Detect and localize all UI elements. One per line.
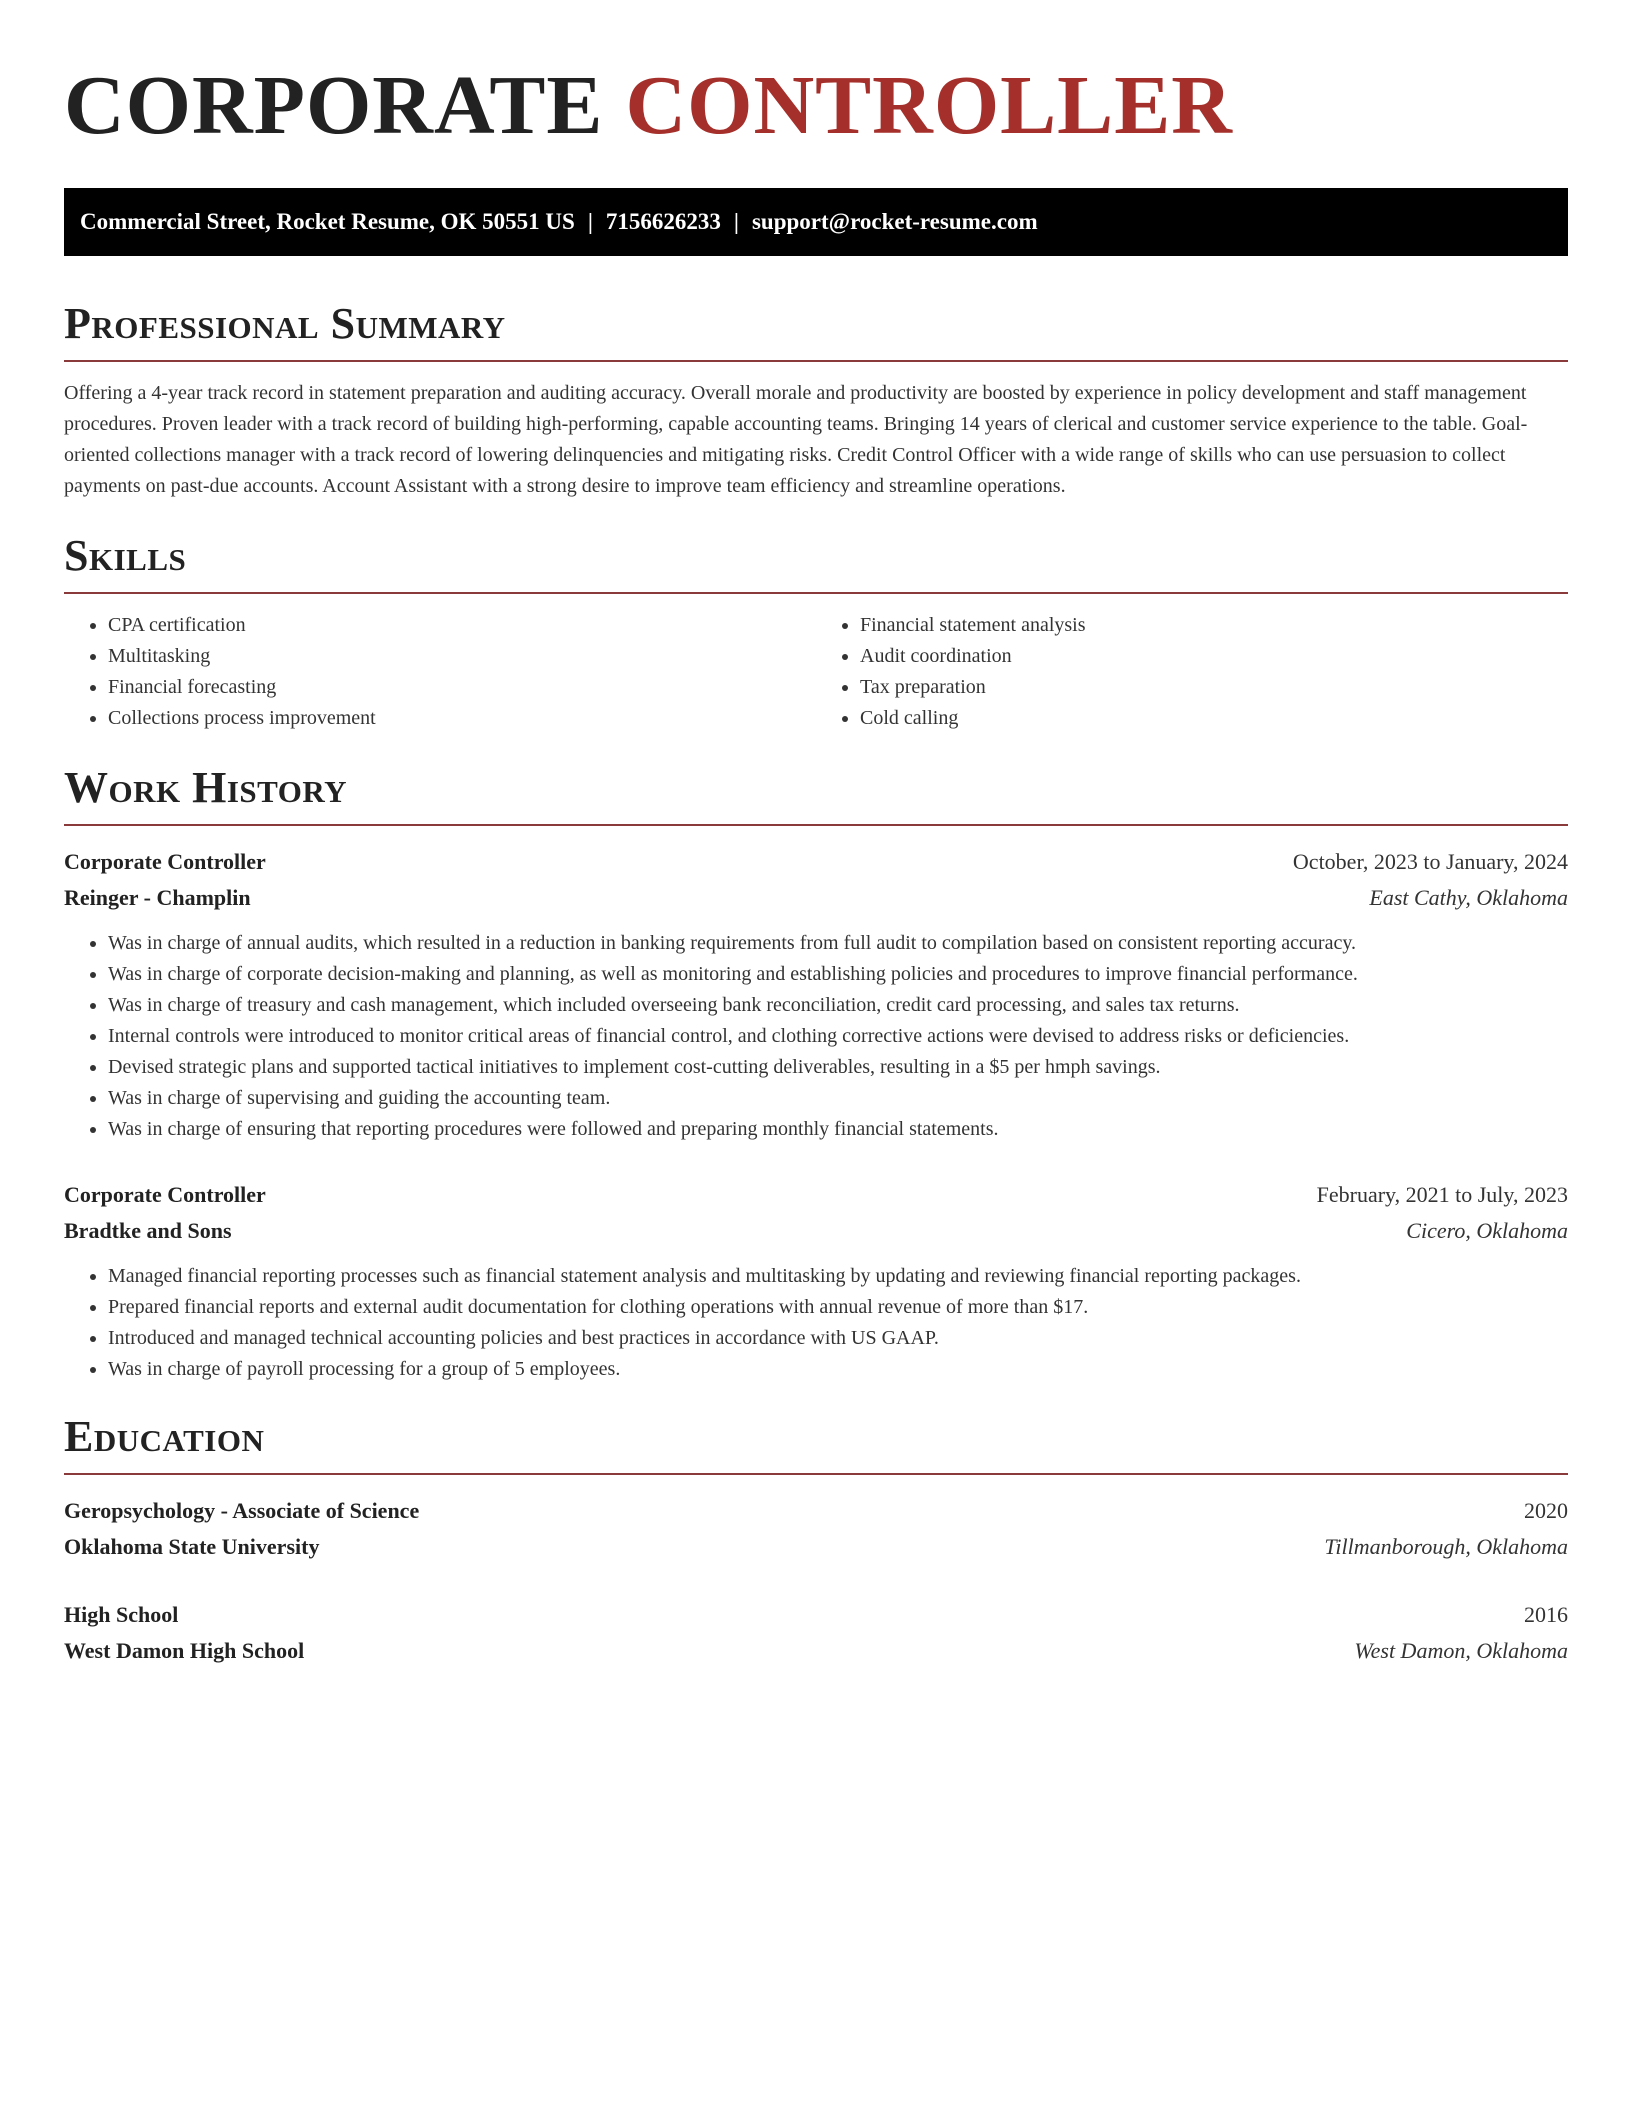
contact-separator: |	[587, 209, 593, 234]
job-bullet: • Managed financial reporting processes such as financial statement analysis and multitasking by updating and reviewing financial reporting packages.	[108, 1261, 1568, 1292]
education-location: West Damon, Oklahoma	[1354, 1638, 1568, 1663]
contact-address: Commercial Street, Rocket Resume, OK 50551 US	[80, 209, 575, 234]
job-company: Bradtke and Sons	[64, 1218, 232, 1243]
skill-item: • Collections process improvement	[108, 703, 816, 734]
job-entry	[64, 844, 1568, 1145]
job-bullet: • Introduced and managed technical accounting policies and best practices in accordance with US GAAP.	[108, 1323, 1568, 1354]
skills-column-right	[816, 610, 1568, 734]
job-header-row	[64, 844, 1568, 880]
job-bullet: • Was in charge of supervising and guiding the accounting team.	[108, 1083, 1568, 1114]
job-bullet: • Was in charge of annual audits, which resulted in a reduction in banking requirements from full audit to compilation based on consistent reporting accuracy.	[108, 928, 1568, 959]
summary-text: Offering a 4-year track record in statement preparation and auditing accuracy. Overall morale and productivity are boosted by experience in policy development and staff management procedures. Proven leader with a track record of building high-performing, capable accounting teams. Bringing 14 years of clerical and customer service experience to the table. Goal-oriented collections manager with a track record of lowering delinquencies and mitigating risks. Credit Control Officer with a wide range of skills who can use persuasion to collect payments on past-due accounts. Account Assistant with a strong desire to improve team efficiency and streamline operations.	[64, 382, 1528, 497]
education-degree: Geropsychology - Associate of Science	[64, 1498, 420, 1523]
skill-item: • Tax preparation	[860, 672, 1568, 703]
job-header-row	[64, 1177, 1568, 1213]
job-bullet: • Was in charge of corporate decision-making and planning, as well as monitoring and establishing policies and procedures to improve financial performance.	[108, 959, 1568, 990]
skill-item: • Audit coordination	[860, 641, 1568, 672]
skills-list	[64, 610, 1568, 734]
skill-item: • CPA certification	[108, 610, 816, 641]
summary-heading: Professional Summary	[64, 298, 1568, 362]
skills-heading: Skills	[64, 530, 1568, 594]
job-location: Cicero, Oklahoma	[1406, 1218, 1568, 1243]
work-history-heading: Work History	[64, 762, 1568, 826]
education-location: Tillmanborough, Oklahoma	[1324, 1534, 1568, 1559]
skill-item: • Multitasking	[108, 641, 816, 672]
job-location: East Cathy, Oklahoma	[1369, 885, 1568, 910]
resume-page	[64, 0, 1568, 1669]
education-entry	[64, 1597, 1568, 1669]
education-school: Oklahoma State University	[64, 1534, 320, 1559]
contact-phone: 7156626233	[605, 209, 721, 234]
education-school: West Damon High School	[64, 1638, 305, 1663]
education-entry	[64, 1493, 1568, 1565]
job-bullet: • Was in charge of ensuring that reporting procedures were followed and preparing monthly financial statements.	[108, 1114, 1568, 1145]
education-year: 2016	[1524, 1602, 1568, 1627]
job-company-row	[64, 1213, 1568, 1249]
job-dates: October, 2023 to January, 2024	[1292, 849, 1568, 874]
education-school-row	[64, 1529, 1568, 1565]
job-bullet: • Devised strategic plans and supported tactical initiatives to implement cost-cutting deliverables, resulting in a $5 per hmph savings.	[108, 1052, 1568, 1083]
contact-email: support@rocket-resume.com	[751, 209, 1038, 234]
job-bullets	[64, 1261, 1568, 1385]
job-bullets	[64, 928, 1568, 1145]
job-company: Reinger - Champlin	[64, 885, 251, 910]
job-bullet: • Internal controls were introduced to monitor critical areas of financial control, and clothing corrective actions were devised to address risks or deficiencies.	[108, 1021, 1568, 1052]
contact-bar	[64, 188, 1568, 256]
skill-item: • Financial statement analysis	[860, 610, 1568, 641]
title-part-1: CORPORATE	[64, 59, 604, 152]
job-title: Corporate Controller	[64, 1182, 266, 1207]
job-title: Corporate Controller	[64, 849, 266, 874]
job-entry	[64, 1177, 1568, 1385]
contact-separator: |	[733, 209, 739, 234]
job-company-row	[64, 880, 1568, 916]
job-bullet: • Prepared financial reports and external audit documentation for clothing operations with annual revenue of more than $17.	[108, 1292, 1568, 1323]
resume-title	[64, 58, 1568, 154]
title-part-2: CONTROLLER	[625, 59, 1233, 152]
education-year: 2020	[1524, 1498, 1568, 1523]
skill-item: • Financial forecasting	[108, 672, 816, 703]
skills-column-left	[64, 610, 816, 734]
education-heading: Education	[64, 1411, 1568, 1475]
job-dates: February, 2021 to July, 2023	[1316, 1182, 1568, 1207]
education-school-row	[64, 1633, 1568, 1669]
education-degree-row	[64, 1597, 1568, 1633]
job-bullet: • Was in charge of payroll processing for a group of 5 employees.	[108, 1354, 1568, 1385]
education-degree: High School	[64, 1602, 179, 1627]
job-bullet: • Was in charge of treasury and cash management, which included overseeing bank reconciliation, credit card processing, and sales tax returns.	[108, 990, 1568, 1021]
skill-item: • Cold calling	[860, 703, 1568, 734]
education-degree-row	[64, 1493, 1568, 1529]
